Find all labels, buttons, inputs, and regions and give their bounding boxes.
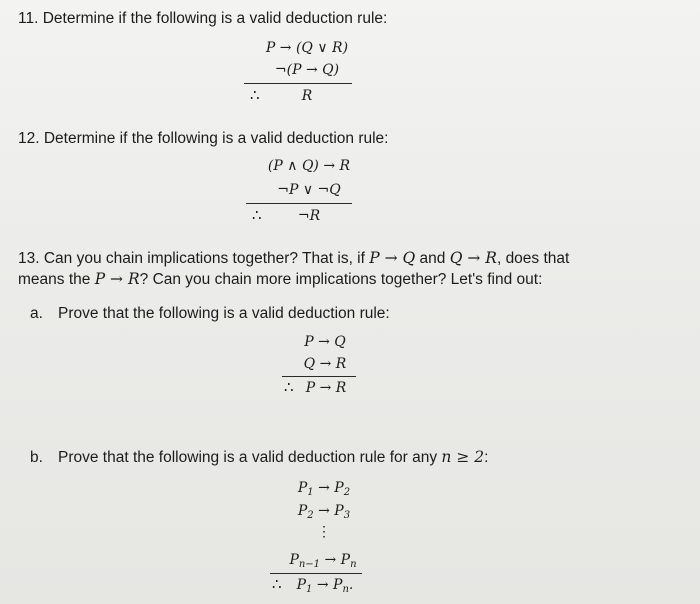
q13b-math: n ≥ 2 (441, 448, 485, 466)
q12-conclusion: ¬R (297, 208, 321, 224)
q11-conclusion: R (301, 88, 313, 104)
q11-rule-bar (244, 83, 352, 84)
q13a-label: a. (30, 305, 43, 322)
q13b-premise-n: $P_{n-1} \to P_n$ (289, 552, 357, 570)
q13b-premise-1: $P_1 \to P_2$ (297, 480, 351, 498)
q13-text-1c: , does that (496, 250, 570, 267)
q13a-rule-bar (282, 376, 356, 377)
q13-math-1: P → Q (369, 249, 416, 267)
q12-premise-2: ¬P ∨ ¬Q (277, 182, 341, 198)
q13a-premise-1: P → Q (304, 334, 346, 350)
q13-line-1 (18, 248, 569, 269)
q13a-therefore: ∴ (284, 378, 294, 396)
q13b-text-a: Prove that the following is a valid deduction rule for any (58, 449, 442, 466)
q11-title: 11. Determine if the following is a valid deduction rule: (18, 10, 388, 27)
q11-premise-2: ¬(P → Q) (274, 62, 340, 78)
q12-title: 12. Determine if the following is a valid deduction rule: (18, 130, 389, 147)
q13a-premise-2: Q → R (303, 356, 347, 372)
q13-math-3: P → R (94, 270, 140, 288)
q13a-text: Prove that the following is a valid deduction rule: (58, 305, 390, 322)
q13b-conclusion: $P_1 \to P_n$. (296, 577, 354, 595)
q11-premise-1: P → (Q ∨ R) (265, 40, 349, 56)
q13b-therefore: ∴ (272, 575, 282, 593)
q13-text-2a: means the (18, 271, 95, 288)
q11-therefore: ∴ (250, 86, 260, 104)
q12-therefore: ∴ (252, 206, 262, 224)
q13a-conclusion: P → R (305, 380, 347, 396)
q12-rule-bar (246, 203, 352, 204)
q13b-premise-2: $P_2 \to P_3$ (297, 503, 351, 521)
q13-math-2: Q → R (449, 249, 497, 267)
q13-text-1b: and (415, 250, 450, 267)
q13b-rule-bar (270, 573, 362, 574)
q13-text-2b: ? Can you chain more implications together? Let's find out: (139, 271, 543, 288)
q13-text-1a: 13. Can you chain implications together? That is, if (18, 250, 370, 267)
q13-line-2 (18, 269, 542, 290)
q12-premise-1: (P ∧ Q) → R (267, 158, 351, 174)
q13b-vdots: ⋮ (317, 524, 331, 540)
q13b-label: b. (30, 449, 43, 466)
q13b-text-b: : (484, 449, 489, 466)
q13b-text (58, 447, 488, 468)
